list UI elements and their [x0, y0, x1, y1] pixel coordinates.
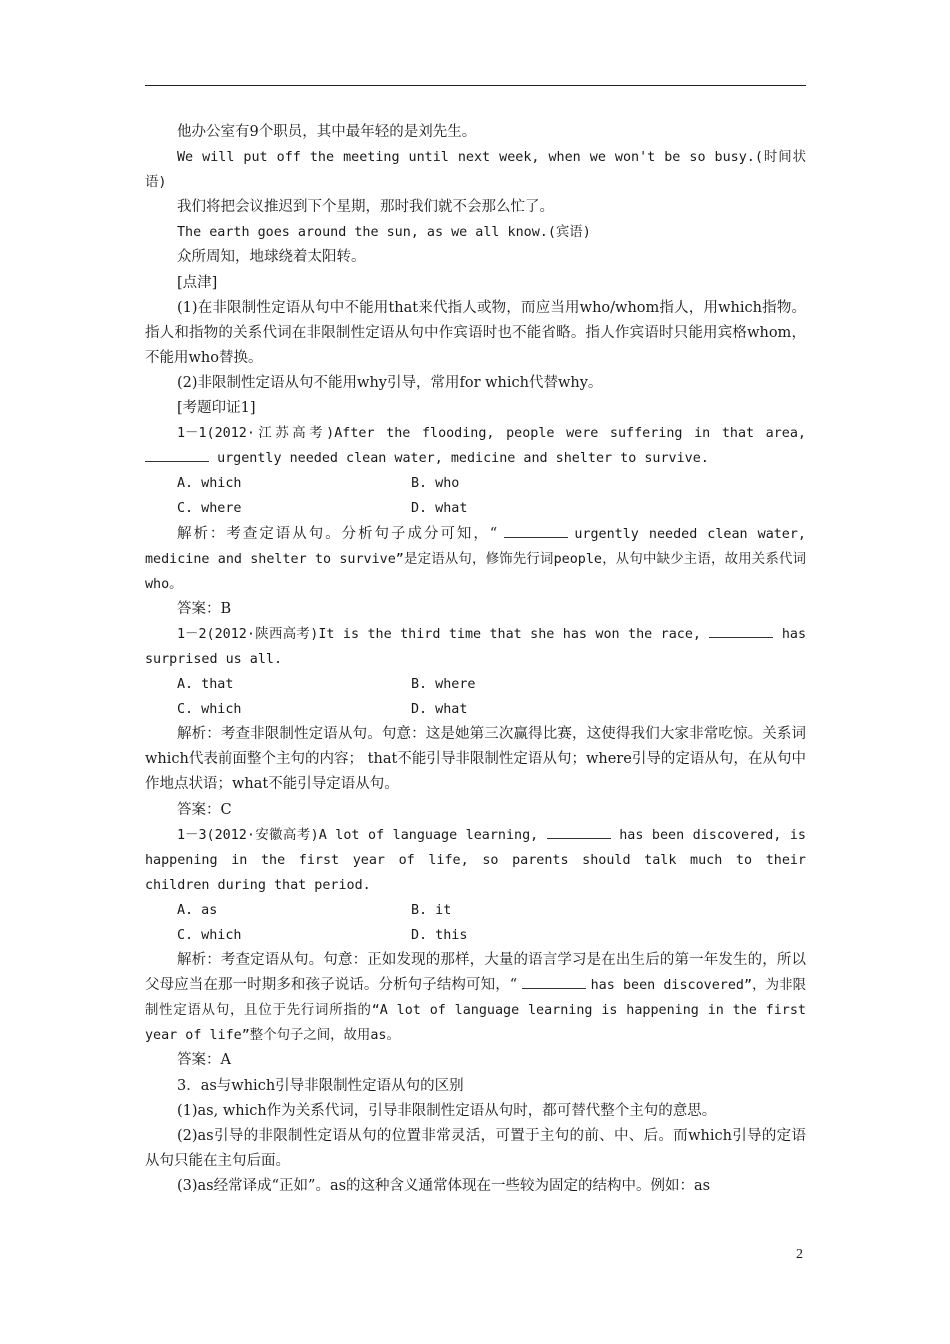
- option-c: C. which: [177, 702, 242, 718]
- page-number: 2: [796, 1247, 803, 1262]
- section-paragraph: (1)as, which作为关系代词，引导非限制性定语从句时，都可替代整个主句的意思。: [177, 1102, 717, 1119]
- example-translation: 我们将把会议推迟到下个星期，那时我们就不会那么忙了。: [177, 199, 554, 216]
- example-translation: 众所周知，地球绕着太阳转。: [177, 249, 366, 266]
- answer-line: 答案：C: [177, 801, 232, 818]
- option-a: A. which: [177, 476, 242, 492]
- answer-blank: [522, 976, 586, 989]
- option-b: B. it: [411, 902, 452, 918]
- question-options: [145, 672, 806, 722]
- option-d: D. this: [411, 928, 468, 943]
- example-sentence: We will put off the meeting until next week, when we won't be so busy.(时间状语): [145, 150, 806, 191]
- tip-paragraph: (2)非限制性定语从句不能用why引导，常用for which代替why。: [177, 374, 603, 391]
- answer-blank: [547, 826, 611, 839]
- answer-blank: [504, 525, 568, 538]
- analysis-paragraph: 解析：考查定语从句。句意：正如发现的那样，大量的语言学习是在出生后的第一年发生的，所以父母应当在那一时期多和孩子说话。分析句子结构可知，“ has been discovered”，为非限制性定语从句，且位于先行词所指的“A lot of language learning is happening in the first year of life”整个句子之间，故用as。: [145, 952, 806, 1044]
- option-c: C. where: [177, 501, 242, 517]
- option-b: B. where: [411, 677, 476, 693]
- option-d: D. what: [411, 702, 468, 718]
- header-rule: [145, 85, 806, 86]
- section-paragraph: (3)as经常译成“正如”。as的这种含义通常体现在一些较为固定的结构中。例如：as: [177, 1177, 711, 1194]
- section-paragraph: (2)as引导的非限制性定语从句的位置非常灵活，可置于主句的前、中、后。而which引导的定语从句只能在主句后面。: [145, 1127, 806, 1169]
- answer-blank: [145, 449, 209, 462]
- option-a: A. that: [177, 677, 234, 693]
- question-options: [145, 471, 806, 521]
- tips-heading: [点津]: [177, 274, 218, 291]
- exam-heading: [考题印证1]: [177, 400, 256, 417]
- answer-line: 答案：A: [177, 1052, 231, 1069]
- option-a: A. as: [177, 902, 218, 918]
- answer-blank: [709, 625, 773, 638]
- option-d: D. what: [411, 501, 468, 517]
- example-translation: 他办公室有9个职员，其中最年轻的是刘先生。: [177, 124, 477, 140]
- option-c: C. which: [177, 928, 242, 943]
- question-stem: 1－2(2012·陕西高考)It is the third time that she has won the race, has surprised us all.: [145, 626, 807, 667]
- answer-line: 答案：B: [177, 600, 232, 617]
- analysis-paragraph: 解析：考查非限制性定语从句。句意：这是她第三次赢得比赛，这使得我们大家非常吃惊。关系词which代表前面整个主句的内容； that不能引导非限制性定语从句；where引导的定语从句，在从句中作地点状语；what不能引导定语从句。: [145, 726, 806, 793]
- example-sentence: The earth goes around the sun, as we all know.(宾语): [177, 225, 591, 241]
- section-title: 3．as与which引导非限制性定语从句的区别: [177, 1077, 464, 1094]
- option-b: B. who: [411, 476, 460, 492]
- question-stem: 1－1(2012·江苏高考)After the flooding, people were suffering in that area, urgently needed clean water, medicine and shelter to survive.: [145, 421, 806, 471]
- page-body: [145, 120, 806, 1199]
- tip-paragraph: (1)在非限制性定语从句中不能用that来代指人或物，而应当用who/whom指人，用which指物。指人和指物的关系代词在非限制性定语从句中作宾语时也不能省略。指人作宾语时只能用宾格whom，不能用who替换。: [145, 299, 806, 366]
- question-options: [145, 898, 806, 948]
- question-stem: 1－3(2012·安徽高考)A lot of language learning, has been discovered, is happening in the first year of life, so parents should talk much to their children during that period.: [145, 827, 806, 893]
- analysis-paragraph: 解析：考查定语从句。分析句子成分可知，“ urgently needed clean water, medicine and shelter to survive”是定语从句，修饰先行词people，从句中缺少主语，故用关系代词who。: [145, 525, 806, 592]
